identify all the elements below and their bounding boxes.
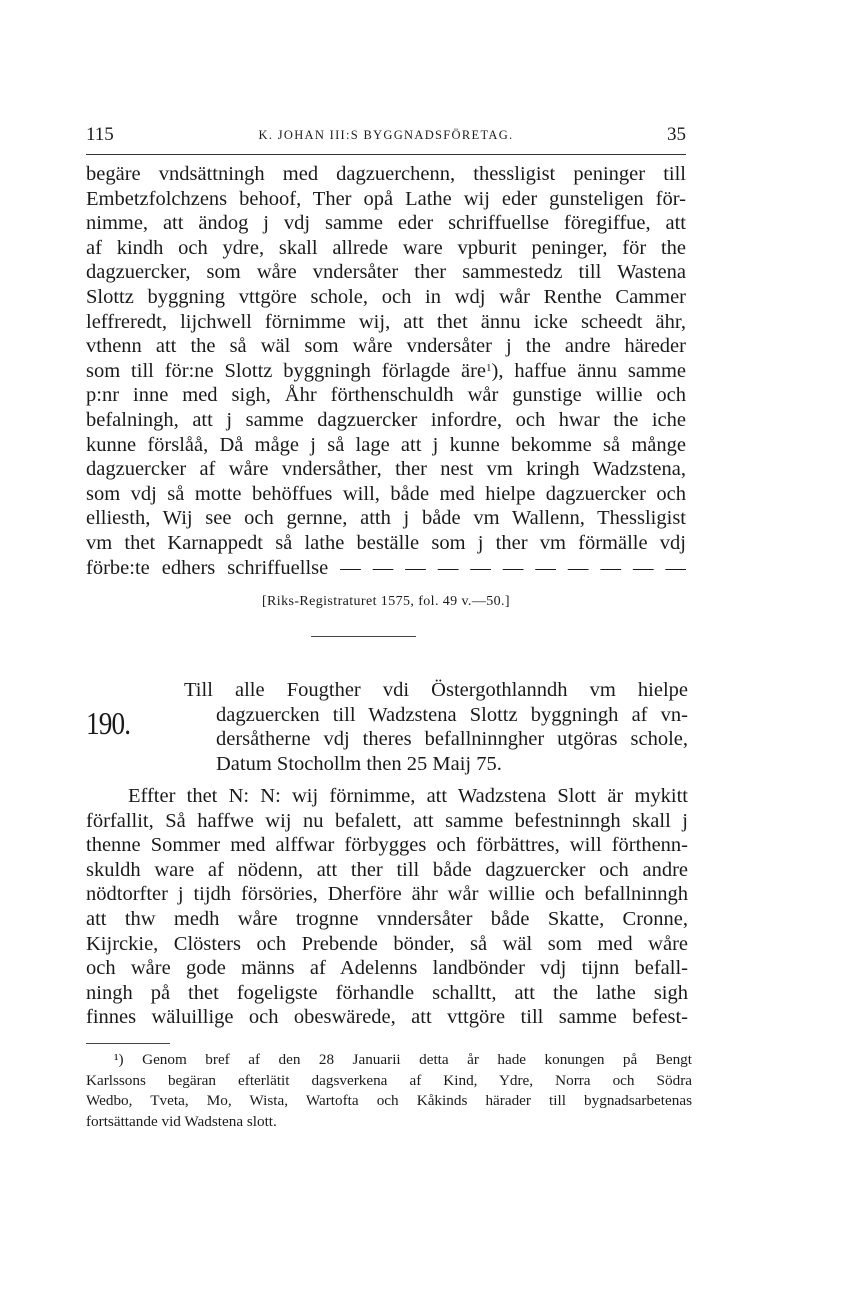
- source-citation: [Riks-Registraturet 1575, fol. 49 v.—50.]: [261, 594, 510, 609]
- footnote-line: fortsättande vid Wadstena slott.: [86, 1112, 277, 1130]
- text-line: ningh på thet fogeligste förhandle schalltt, att the lathe sigh: [86, 981, 688, 1004]
- text-line: dagzuercker, som wåre vndersåter ther sammestedz till Wastena: [86, 261, 686, 284]
- text-line: skuldh ware af nödenn, att ther till både dagzuercker och andre: [86, 858, 688, 881]
- text-line: thenne Sommer med alffwar förbygges och förbättres, will förthenn-: [86, 834, 688, 857]
- text-line: förfallit, Så haffwe wij nu befalett, att samme befestninngh skall j: [86, 809, 688, 832]
- text-line: Effter thet N: N: wij förnimme, att Wadzstena Slott är mykitt: [128, 785, 688, 807]
- text-line-with-footnote: [86, 359, 686, 384]
- footnote-line: Wedbo, Tveta, Mo, Wista, Wartofta och Kåkinds härader till bygnadsarbetenas: [86, 1092, 692, 1109]
- text-line: nimme, att ändog j vdj samme eder schriffuellse föregiffue, att: [86, 212, 686, 235]
- text-line: Slottz byggning vttgöre schole, och in wdj wår Renthe Cammer: [86, 285, 686, 308]
- text-line: p:nr inne med sigh, Åhr förthenschuldh wår gunstige willie och: [86, 384, 686, 407]
- right-page-number: 35: [667, 124, 686, 145]
- section-separator: [311, 636, 416, 637]
- running-title: K. JOHAN III:S BYGGNADSFÖRETAG.: [258, 128, 514, 142]
- text-line: nödtorfter j tijdh försöries, Dherföre ähr wår willie och befallninngh: [86, 883, 688, 906]
- text-line: att thw medh wåre trognne vnndersåter både Skatte, Cronne,: [86, 907, 688, 930]
- footnote-marker: ¹): [114, 1051, 124, 1068]
- running-header: [86, 124, 686, 150]
- text-line: befalningh, att j samme dagzuercker infordre, och hwar the iche: [86, 408, 686, 431]
- text-line: kunne förslåå, Då måge j så lage att j kunne bekomme så månge: [86, 433, 686, 456]
- text-line: som vdj så motte behöffues will, både med hielpe dagzuercker och: [86, 482, 686, 505]
- header-rule: [86, 154, 686, 155]
- text-line: af kindh och ydre, skall allrede ware vpburit peninger, för the: [86, 236, 686, 259]
- paragraph-2: [86, 784, 688, 1030]
- text-line: Kijrckie, Clösters och Prebende bönder, så wäl som med wåre: [86, 932, 688, 955]
- text-line: begäre vndsättningh med dagzuerchenn, thessligist peninger till: [86, 163, 686, 185]
- heading-line: dersåtherne vdj theres befallninngher utgöras schole,: [216, 728, 688, 751]
- text-line: leffreredt, lijchwell förnimme wij, att thet ännu icke scheedt ähr,: [86, 310, 686, 333]
- text-line: förbe:te edhers schriffuellse — — — — — — — — — — —: [86, 556, 686, 579]
- footnote: [86, 1050, 692, 1132]
- left-page-number: 115: [86, 124, 114, 145]
- text-line: elliesth, Wij see och gernne, atth j både vm Wallenn, Thessligist: [86, 507, 686, 530]
- text-line: Embetzfolchzens behoof, Ther opå Lathe wij eder gunsteligen för-: [86, 187, 686, 210]
- text-line: vthenn att the så wäl som wåre vndersåter j the andre häreder: [86, 335, 686, 358]
- footnote-rule: [86, 1043, 170, 1044]
- text-line: vm thet Karnappedt så lathe beställe som j ther vm förmälle vdj: [86, 531, 686, 554]
- heading-line: Till alle Fougther vdi Östergothlanndh vm hielpe: [184, 679, 688, 701]
- text-line: och wåre gode männs af Adelenns landbönder vdj tijnn befall-: [86, 957, 688, 980]
- document-heading: [184, 678, 688, 776]
- heading-line: dagzuercken till Wadzstena Slottz byggningh af vn-: [216, 703, 688, 726]
- text-segment: Genom bref af den 28 Januarii detta år hade konungen på Bengt: [123, 1051, 692, 1068]
- footnote-line: [86, 1050, 692, 1071]
- text-segment: ), haffue ännu samme: [491, 359, 686, 382]
- footnote-line: Karlssons begäran efterlätit dagsverkena af Kind, Ydre, Norra och Södra: [86, 1071, 692, 1089]
- text-line: dagzuercker af wåre vndersåther, ther nest vm kringh Wadzstena,: [86, 458, 686, 481]
- paragraph-1: [86, 162, 686, 580]
- document-number: 190.: [86, 705, 131, 741]
- text-line: finnes wäluillige och obeswärede, att vttgöre till samme befest-: [86, 1006, 688, 1029]
- heading-line: Datum Stochollm then 25 Maij 75.: [216, 752, 502, 775]
- footnote-reference[interactable]: 1: [486, 361, 492, 374]
- text-segment: som till för:ne Slottz byggningh förlagde äre: [86, 359, 487, 382]
